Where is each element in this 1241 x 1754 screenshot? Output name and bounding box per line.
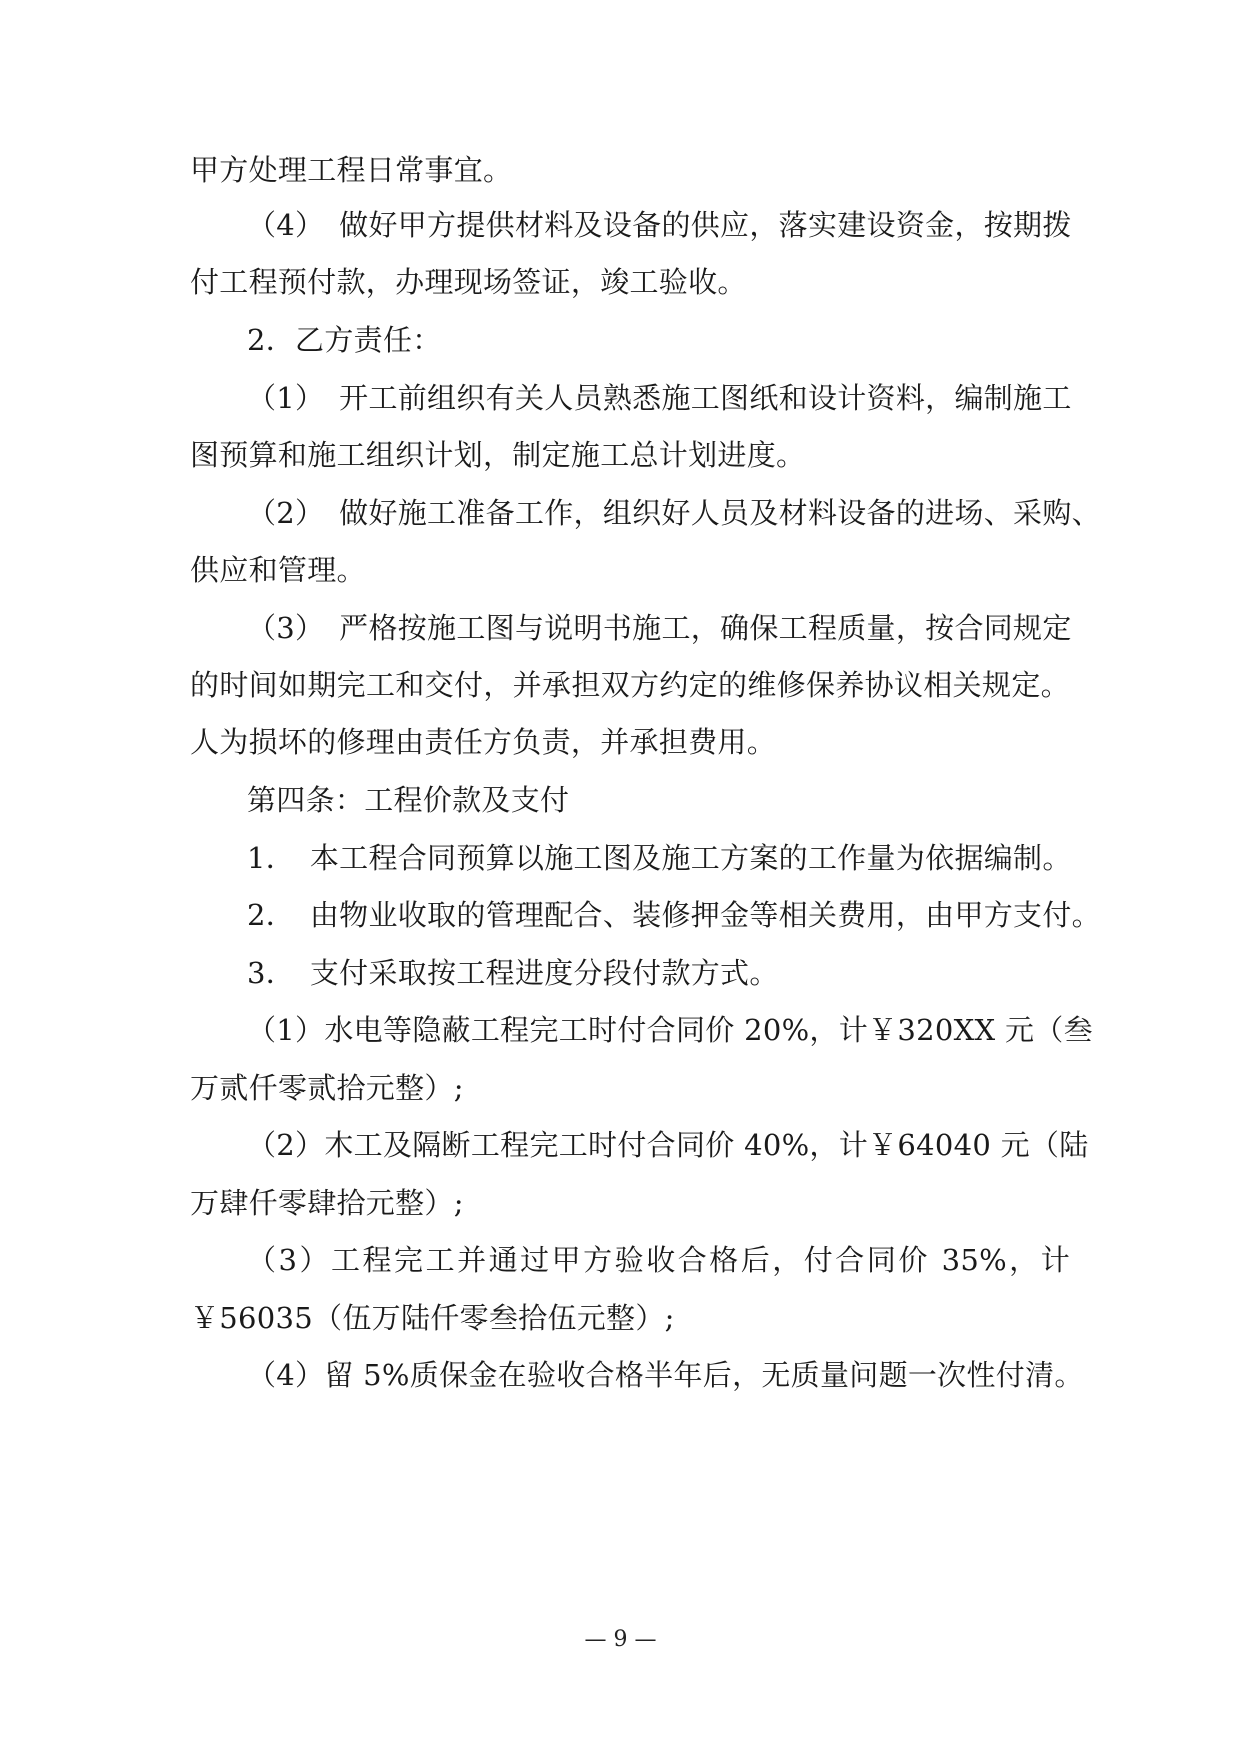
text-line: （2） 做好施工准备工作，组织好人员及材料设备的进场、采购、 bbox=[247, 496, 1101, 530]
text-line: ￥56035（伍万陆仟零叁拾伍元整）; bbox=[190, 1301, 675, 1335]
text-line: 人为损坏的修理由责任方负责，并承担费用。 bbox=[190, 725, 777, 759]
text-line: （4）留 5%质保金在验收合格半年后，无质量问题一次性付清。 bbox=[247, 1358, 1084, 1392]
text-line: 1． 本工程合同预算以施工图及施工方案的工作量为依据编制。 bbox=[247, 841, 1072, 875]
text-line: 2．乙方责任： bbox=[247, 323, 442, 357]
page-number: — 9 — bbox=[584, 1627, 657, 1652]
text-line: 甲方处理工程日常事宜。 bbox=[190, 153, 513, 187]
text-line: （3）工程完工并通过甲方验收合格后，付合同价 35%，计 bbox=[247, 1243, 1070, 1277]
text-line: 供应和管理。 bbox=[190, 553, 366, 587]
text-line: 图预算和施工组织计划，制定施工总计划进度。 bbox=[190, 438, 806, 472]
text-line: 付工程预付款，办理现场签证，竣工验收。 bbox=[190, 265, 747, 299]
text-line: 2． 由物业收取的管理配合、装修押金等相关费用，由甲方支付。 bbox=[247, 898, 1101, 932]
text-line: （1）水电等隐蔽工程完工时付合同价 20%，计￥320XX 元（叁 bbox=[247, 1013, 1093, 1047]
text-line: 万肆仟零肆拾元整）; bbox=[190, 1186, 464, 1220]
text-line: 万贰仟零贰拾元整）; bbox=[190, 1071, 464, 1105]
text-line: （4） 做好甲方提供材料及设备的供应，落实建设资金，按期拨 bbox=[247, 208, 1072, 242]
text-line: 的时间如期完工和交付，并承担双方约定的维修保养协议相关规定。 bbox=[190, 668, 1070, 702]
text-line: 3． 支付采取按工程进度分段付款方式。 bbox=[247, 956, 779, 990]
section-heading: 第四条：工程价款及支付 bbox=[247, 783, 570, 817]
text-line: （2）木工及隔断工程完工时付合同价 40%，计￥64040 元（陆 bbox=[247, 1128, 1089, 1162]
text-line: （1） 开工前组织有关人员熟悉施工图纸和设计资料，编制施工 bbox=[247, 381, 1072, 415]
text-line: （3） 严格按施工图与说明书施工，确保工程质量，按合同规定 bbox=[247, 611, 1072, 645]
